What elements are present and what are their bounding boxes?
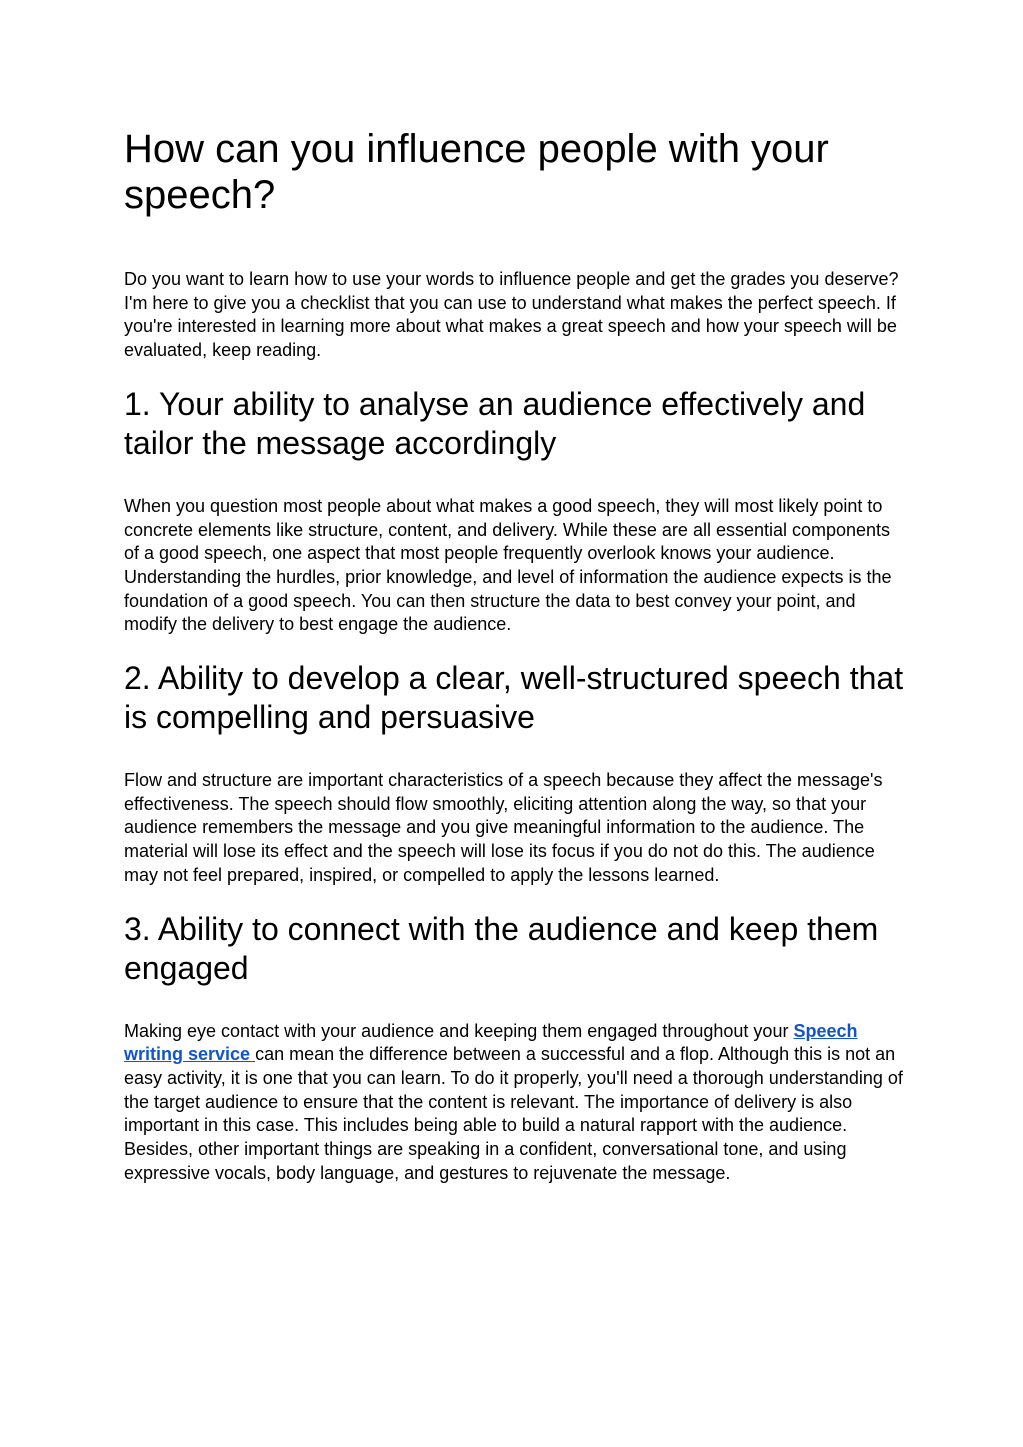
speech-writing-service-link[interactable]: Speech writing service xyxy=(124,1020,858,1065)
section-3-body-start: Making eye contact with your audience and keeping them engaged throughout your xyxy=(124,1020,794,1041)
section-2-body: Flow and structure are important characteristics of a speech because they affect the message's effectiveness. The speech should flow smoothly, eliciting attention along the way, so that your audience remembers the message and you give meaningful information to the audience. The material will lose its effect and the speech will lose its focus if you do not do this. The audience may not feel prepared, inspired, or compelled to apply the lessons learned. xyxy=(124,770,883,885)
page-title: How can you influence people with your speech? xyxy=(124,127,829,217)
document-page xyxy=(124,126,904,1207)
section-3-body-end: can mean the difference between a successful and a flop. Although this is not an easy activity, it is one that you can learn. To do it properly, you'll need a thorough understanding of the target audience to ensure that the content is relevant. The importance of delivery is also important in this case. This includes being able to build a natural rapport with the audience. Besides, other important things are speaking in a confident, conversational tone, and using expressive vocals, body language, and gestures to rejuvenate the message. xyxy=(124,1044,903,1183)
section-3-heading: 3. Ability to connect with the audience and keep them engaged xyxy=(124,910,879,986)
section-1-body: When you question most people about what makes a good speech, they will most likely point to concrete elements like structure, content, and delivery. While these are all essential components of a good speech, one aspect that most people frequently overlook knows your audience. Understanding the hurdles, prior knowledge, and level of information the audience expects is the foundation of a good speech. You can then structure the data to best convey your point, and modify the delivery to best engage the audience. xyxy=(124,495,892,635)
section-2-heading: 2. Ability to develop a clear, well-structured speech that is compelling and persuasive xyxy=(124,660,904,736)
intro-paragraph: Do you want to learn how to use your words to influence people and get the grades you deserve? I'm here to give you a checklist that you can use to understand what makes the perfect speech. If you're interested in learning more about what makes a great speech and how your speech will be evaluated, keep reading. xyxy=(124,269,899,361)
section-1-heading: 1. Your ability to analyse an audience effectively and tailor the message accordingly xyxy=(124,385,866,461)
section-3-body xyxy=(124,1020,904,1186)
